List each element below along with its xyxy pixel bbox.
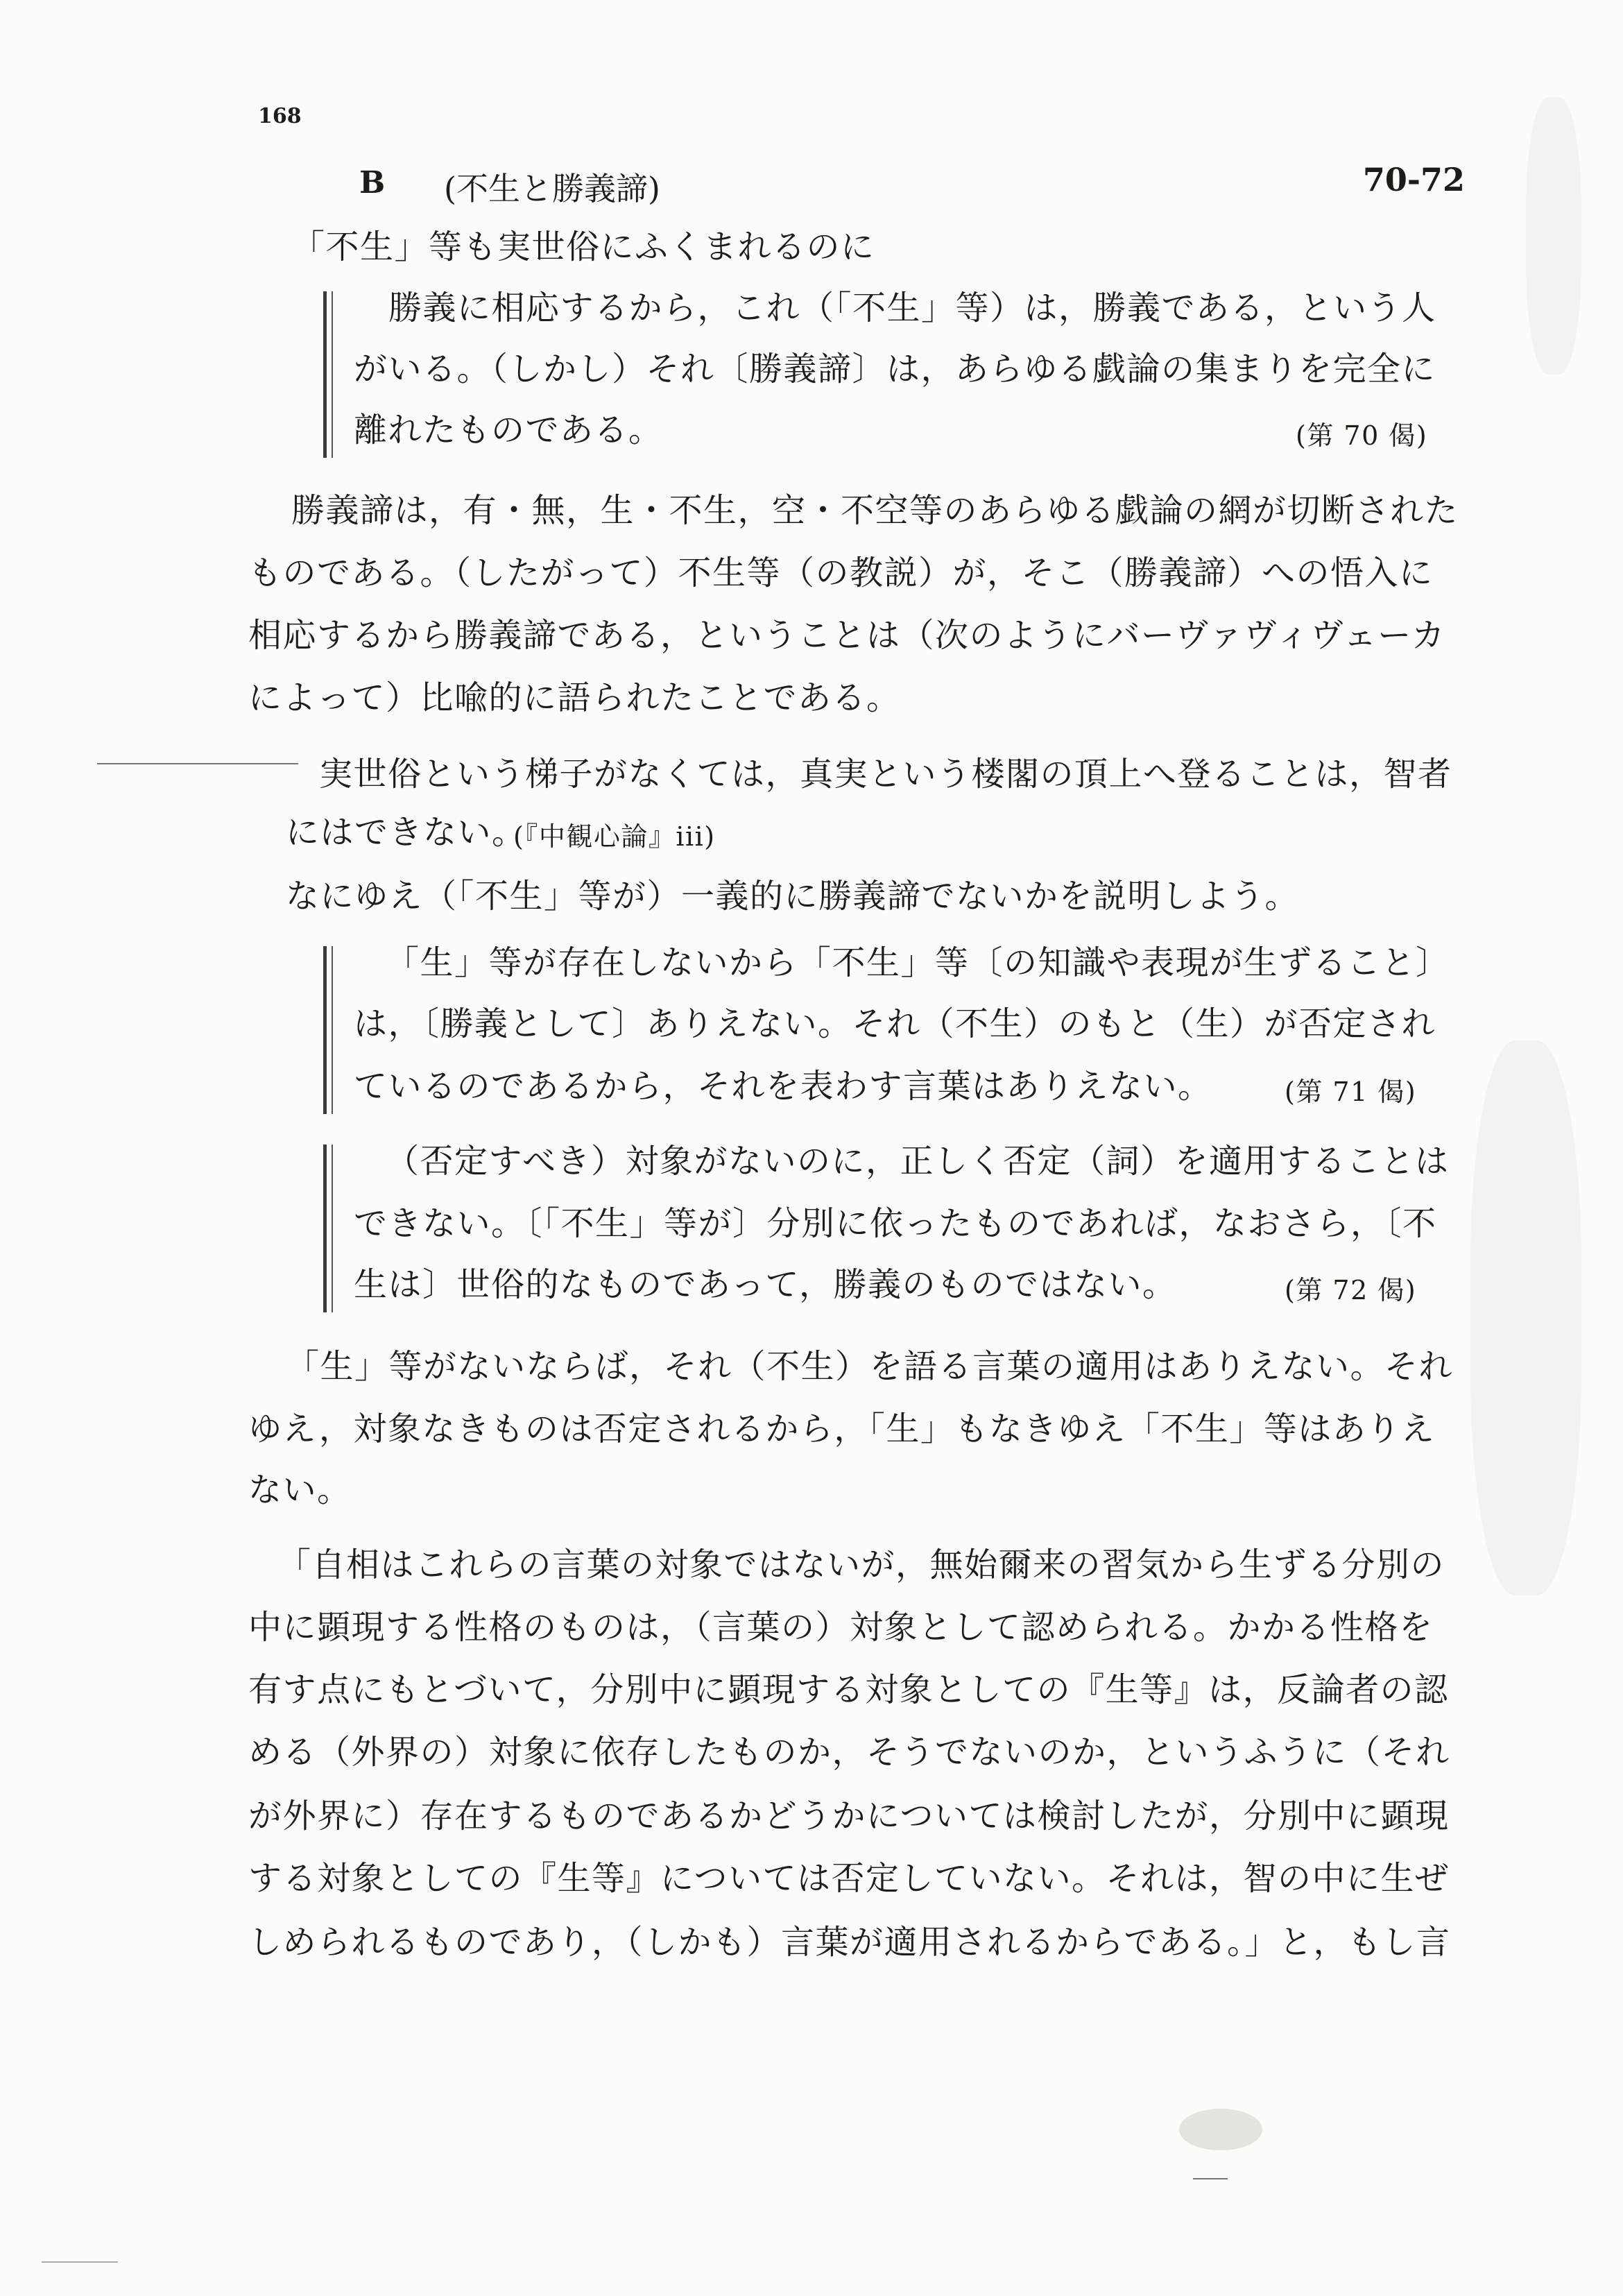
verse-line: （否定すべき）対象がないのに，正しく否定（詞）を適用することは [386,1142,1450,1181]
text-line: が外界に）存在するものであるかどうかについては検討したが，分別中に顕現 [248,1797,1450,1835]
verse-rule [332,946,333,1114]
verse-rule [323,291,327,458]
text-line: する対象としての『生等』については否定していない。それは，智の中に生ぜ [248,1859,1450,1898]
text-line: ゆえ，対象なきものは否定されるから，「生」もなきゆえ「不生」等はありえ [248,1410,1436,1448]
verse-line: できない。〔「不生」等が〕分別に依ったものであれば，なおさら，〔不 [354,1204,1437,1243]
text-line: 「不生」等も実世俗にふくまれるのに [291,228,875,266]
verse-line: 「生」等が存在しないから「不生」等〔の知識や表現が生ずること〕 [386,943,1450,982]
text-line: 中に顕現する性格のものは，（言葉の）対象として認められる。かかる性格を [248,1608,1434,1647]
quote-line: にはできない。 [286,813,526,852]
scan-speckle [1526,97,1581,375]
verse-line: は，〔勝義として〕ありえない。それ（不生）のもと（生）が否定され [354,1004,1436,1043]
quote-line: 実世俗という梯子がなくては，真実という楼閣の頂上へ登ることは，智者 [319,755,1452,794]
verse-citation: (第 70 偈) [1296,420,1428,451]
text-line: ものである。（したがって）不生等（の教説）が，そこ（勝義諦）への悟入に [248,554,1434,592]
scan-mark [42,2261,118,2263]
text-line: 「自相はこれらの言葉の対象ではないが，無始爾来の習気から生ずる分別の [277,1545,1445,1584]
verse-line: ているのであるから，それを表わす言葉はありえない。 [354,1067,1212,1106]
text-line: しめられるものであり，（しかも）言葉が適用されるからである。」と，もし言 [248,1923,1451,1962]
scan-mark [1193,2178,1228,2179]
verse-rule [332,1145,333,1312]
text-line: 「生」等がないならば，それ（不生）を語る言葉の適用はありえない。それ [286,1347,1454,1386]
verse-line: 離れたものである。 [354,411,663,449]
text-line: ない。 [248,1471,352,1509]
verse-range: 70-72 [1362,161,1465,198]
text-line: 相応するから勝義諦である，ということは（次のようにバーヴァヴィヴェーカ [248,616,1446,655]
section-letter: B [359,165,386,200]
page-number: 168 [258,104,302,128]
verse-line: がいる。（しかし）それ〔勝義諦〕は，あらゆる戯論の集まりを完全に [354,350,1436,388]
text-line: 有す点にもとづいて，分別中に顕現する対象としての『生等』は，反論者の認 [248,1670,1449,1709]
verse-citation: (第 71 偈) [1285,1077,1417,1107]
verse-rule [323,946,327,1114]
text-line: なにゆえ（「不生」等が）一義的に勝義諦でないかを説明しよう。 [286,877,1300,916]
verse-line: 勝義に相応するから，これ（「不生」等）は，勝義である，という人 [388,289,1436,327]
quote-source: (『中観心論』iii) [513,821,716,852]
scan-speckle [1470,1040,1581,1595]
verse-citation: (第 72 偈) [1285,1275,1417,1305]
text-line: 勝義諦は，有・無，生・不生，空・不空等のあらゆる戯論の網が切断された [291,491,1459,530]
scan-speckle [1179,2109,1262,2150]
section-title: (不生と勝義諦) [444,170,660,207]
margin-mark [97,763,298,764]
text-line: める（外界の）対象に依存したものか，そうでないのか，というふうに（それ [248,1733,1450,1772]
verse-line: 生は〕世俗的なものであって，勝義のものではない。 [354,1265,1177,1304]
verse-rule [323,1145,327,1312]
verse-rule [332,291,333,458]
text-line: によって）比喩的に語られたことである。 [248,678,901,717]
